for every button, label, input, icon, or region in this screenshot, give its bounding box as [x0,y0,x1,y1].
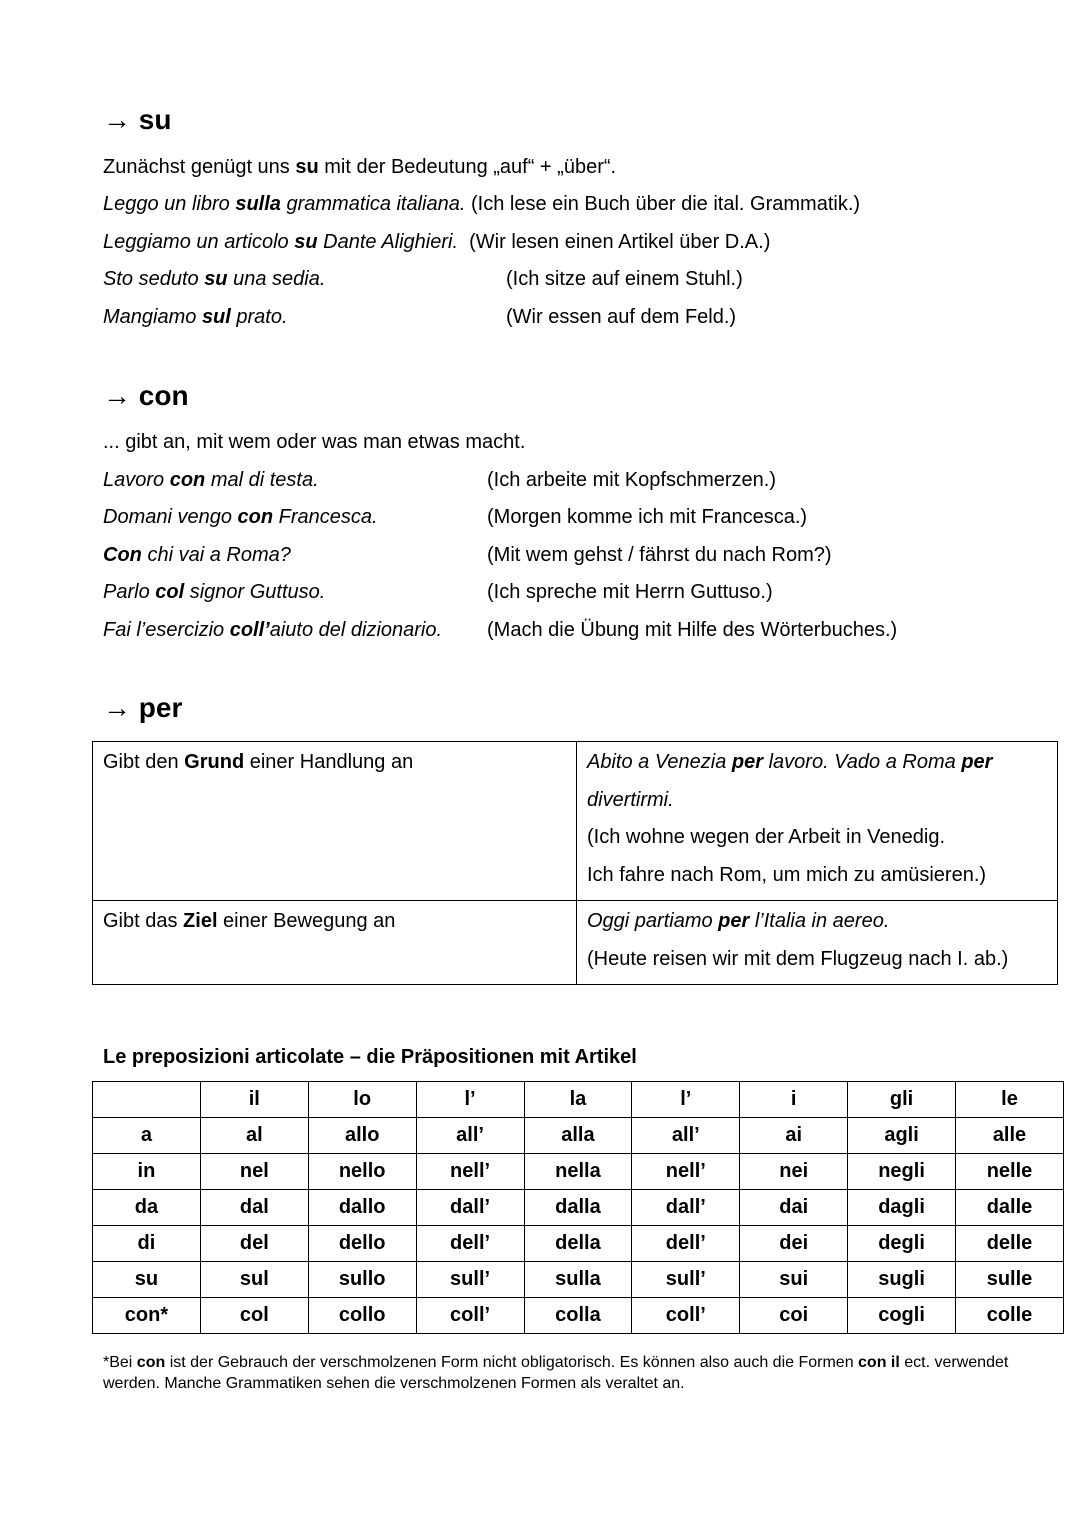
table-row [93,1262,1064,1298]
header-cell: l’ [632,1082,740,1118]
table-cell: dall’ [416,1190,524,1226]
con-translation-5: (Mach die Übung mit Hilfe des Wörterbuches.) [487,619,898,641]
table-cell: dalle [956,1190,1064,1226]
con-translation-3: (Mit wem gehst / fährst du nach Rom?) [487,544,832,566]
heading-su: → su [103,104,172,135]
table-cell: dai [740,1190,848,1226]
con-example-2: Domani vengo con Francesca. [103,506,378,528]
table-cell: dei [740,1226,848,1262]
header-cell [93,1082,201,1118]
header-cell: i [740,1082,848,1118]
table-cell: in [93,1154,201,1190]
header-cell: il [200,1082,308,1118]
table-cell: negli [848,1154,956,1190]
table-cell: sulla [524,1262,632,1298]
table-cell: delle [956,1226,1064,1262]
table-cell: dell’ [416,1226,524,1262]
table-cell: di [93,1226,201,1262]
footnote: *Bei con ist der Gebrauch der verschmolzenen Form nicht obligatorisch. Es können also auch die Formen con il ect. verwendet werden. Manche Grammatiken sehen die verschmolzenen Formen als veraltet an. [103,1354,1009,1392]
table-cell: agli [848,1118,956,1154]
table-cell: dalla [524,1190,632,1226]
table-cell: dello [308,1226,416,1262]
table-cell: su [93,1262,201,1298]
su-example-1: Leggo un libro sulla grammatica italiana. (Ich lese ein Buch über die ital. Grammatik.) [103,193,861,215]
su-translation-3: (Ich sitze auf einem Stuhl.) [506,268,743,290]
per-row-grund [93,742,1058,901]
con-example-3: Con chi vai a Roma? [103,544,291,566]
per-cell-label: Gibt das Ziel einer Bewegung an [93,901,577,985]
table-cell: coi [740,1298,848,1334]
per-table [92,741,1058,985]
table-cell: dagli [848,1190,956,1226]
table-cell: a [93,1118,201,1154]
table-cell: dell’ [632,1226,740,1262]
su-translation-4: (Wir essen auf dem Feld.) [506,306,737,328]
articolate-title: Le preposizioni articolate – die Präpositionen mit Artikel [103,1046,637,1068]
table-cell: collo [308,1298,416,1334]
con-translation-4: (Ich spreche mit Herrn Guttuso.) [487,581,773,603]
per-cell-example: Oggi partiamo per l’Italia in aereo. (Heute reisen wir mit dem Flugzeug nach I. ab.) [577,901,1058,985]
table-row [93,1154,1064,1190]
table-cell: del [200,1226,308,1262]
su-intro: Zunächst genügt uns su mit der Bedeutung „auf“ + „über“. [103,156,617,178]
table-cell: nel [200,1154,308,1190]
table-cell: dal [200,1190,308,1226]
table-cell: della [524,1226,632,1262]
table-cell: nei [740,1154,848,1190]
table-cell: sui [740,1262,848,1298]
table-cell: nell’ [416,1154,524,1190]
table-cell: nell’ [632,1154,740,1190]
table-cell: coll’ [416,1298,524,1334]
table-cell: coll’ [632,1298,740,1334]
table-cell: sulle [956,1262,1064,1298]
header-cell: lo [308,1082,416,1118]
table-cell: da [93,1190,201,1226]
table-cell: sull’ [416,1262,524,1298]
table-cell: alla [524,1118,632,1154]
table-cell: con* [93,1298,201,1334]
table-cell: dallo [308,1190,416,1226]
table-row [93,1226,1064,1262]
heading-per: → per [103,692,183,723]
table-cell: degli [848,1226,956,1262]
con-example-1: Lavoro con mal di testa. [103,469,319,491]
per-row-ziel [93,901,1058,985]
heading-con: → con [103,380,189,411]
con-example-4: Parlo col signor Guttuso. [103,581,326,603]
table-cell: sull’ [632,1262,740,1298]
table-cell: all’ [632,1118,740,1154]
table-cell: nelle [956,1154,1064,1190]
con-example-5: Fai l’esercizio coll’aiuto del dizionario. [103,619,443,641]
header-cell: l’ [416,1082,524,1118]
table-cell: dall’ [632,1190,740,1226]
con-translation-2: (Morgen komme ich mit Francesca.) [487,506,808,528]
su-example-3: Sto seduto su una sedia. [103,268,326,290]
articolate-table [92,1081,1064,1334]
table-header-row [93,1082,1064,1118]
table-cell: sul [200,1262,308,1298]
table-cell: col [200,1298,308,1334]
su-example-4: Mangiamo sul prato. [103,306,288,328]
table-cell: sugli [848,1262,956,1298]
per-cell-label: Gibt den Grund einer Handlung an [93,742,577,901]
table-cell: colle [956,1298,1064,1334]
table-cell: allo [308,1118,416,1154]
table-cell: colla [524,1298,632,1334]
table-cell: alle [956,1118,1064,1154]
table-cell: ai [740,1118,848,1154]
table-cell: sullo [308,1262,416,1298]
per-cell-example: Abito a Venezia per lavoro. Vado a Roma per divertirmi. (Ich wohne wegen der Arbeit in Venedig. Ich fahre nach Rom, um mich zu amüsieren.) [577,742,1058,901]
table-cell: all’ [416,1118,524,1154]
table-cell: al [200,1118,308,1154]
table-row [93,1118,1064,1154]
su-example-2: Leggiamo un articolo su Dante Alighieri. (Wir lesen einen Artikel über D.A.) [103,231,771,253]
table-cell: cogli [848,1298,956,1334]
table-row [93,1190,1064,1226]
con-translation-1: (Ich arbeite mit Kopfschmerzen.) [487,469,776,491]
header-cell: gli [848,1082,956,1118]
table-cell: nella [524,1154,632,1190]
header-cell: la [524,1082,632,1118]
con-intro: ... gibt an, mit wem oder was man etwas macht. [103,431,526,453]
table-cell: nello [308,1154,416,1190]
table-row [93,1298,1064,1334]
header-cell: le [956,1082,1064,1118]
